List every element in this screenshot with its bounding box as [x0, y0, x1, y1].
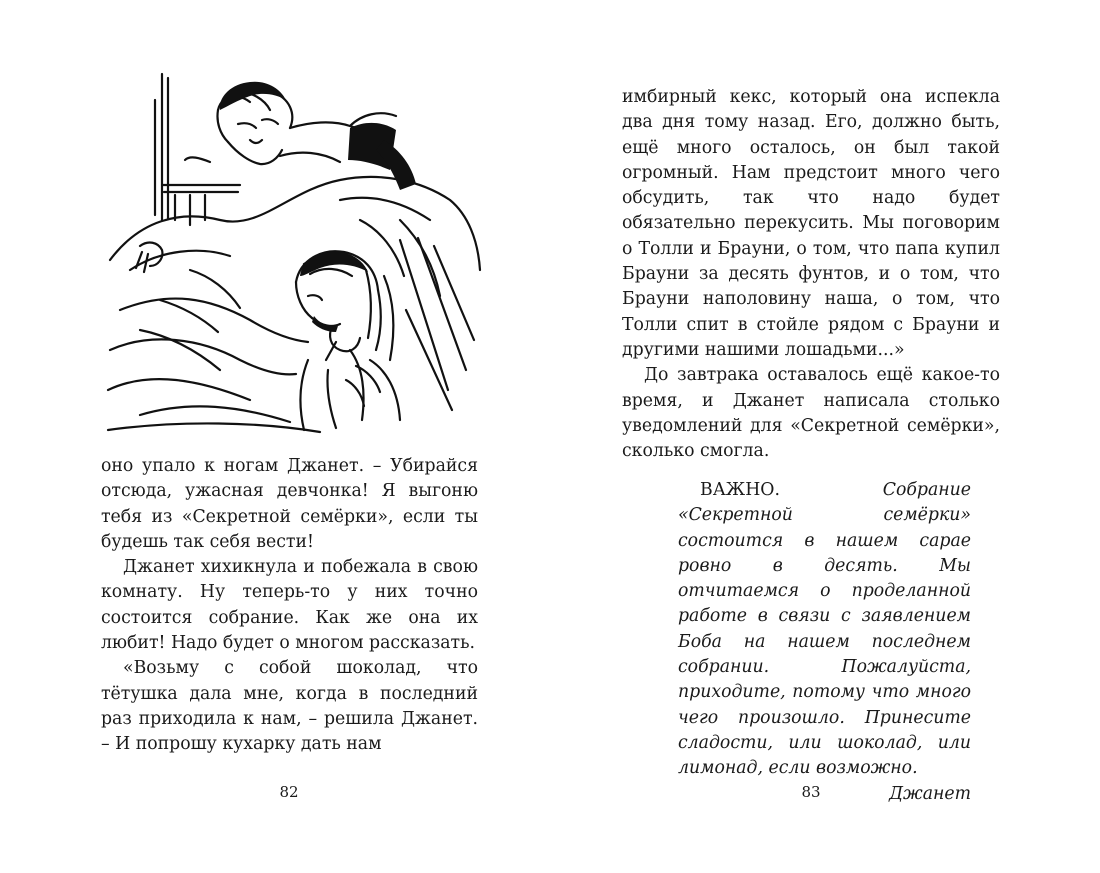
illustration-sketch — [100, 70, 482, 435]
paragraph: имбирный кекс, который она испекла два дня тому назад. Его, должно быть, ещё много осталось, он был такой огромный. Нам предстоит много чего обсудить, так что надо будет обязательно перекусить. Мы поговорим о Толли и Брауни, о том, что папа купил Брауни за десять фунтов, и о том, что Брауни наполовину наша, о том, что Толли спит в стойле рядом с Брауни и другими нашими лошадьми...» — [622, 87, 1000, 360]
notice-lead: ВАЖНО. — [700, 480, 883, 500]
paragraph: До завтрака оставалось ещё какое-то время, и Джанет написала столько уведомлений для «Секретной семёрки», сколько смогла. — [622, 365, 1000, 462]
paragraph: Джанет хихикнула и побежала в свою комнату. Ну теперь-то у них точно состоится собрание. Как же она их любит! Надо будет о многом рассказать. — [101, 557, 478, 654]
page-number: 83 — [801, 783, 821, 801]
notice-signature: Джанет — [889, 783, 971, 804]
right-page — [550, 0, 1100, 873]
paragraph: оно упало к ногам Джанет. – Убирайся отсюда, ужасная девчонка! Я выгоню тебя из «Секретной семёрки», если ты будешь так себя вести! — [101, 456, 478, 552]
notice-block — [678, 478, 971, 807]
page-number: 82 — [279, 783, 299, 801]
notice-body: Собрание «Секретной семёрки» состоится в нашем сарае ровно в десять. Мы отчитаемся о проделанной работе в связи с заявлением Боба на нашем последнем собрании. Пожалуйста, приходите, потому что много чего произошло. Принесите сладости, или шоколад, или лимонад, если возможно. — [678, 480, 971, 779]
paragraph: «Возьму с собой шоколад, что тётушка дала мне, когда в последний раз приходила к нам, – решила Джанет. – И попрошу кухарку дать нам — [101, 658, 478, 755]
left-page-text — [101, 454, 478, 758]
right-page-text — [622, 85, 1000, 464]
